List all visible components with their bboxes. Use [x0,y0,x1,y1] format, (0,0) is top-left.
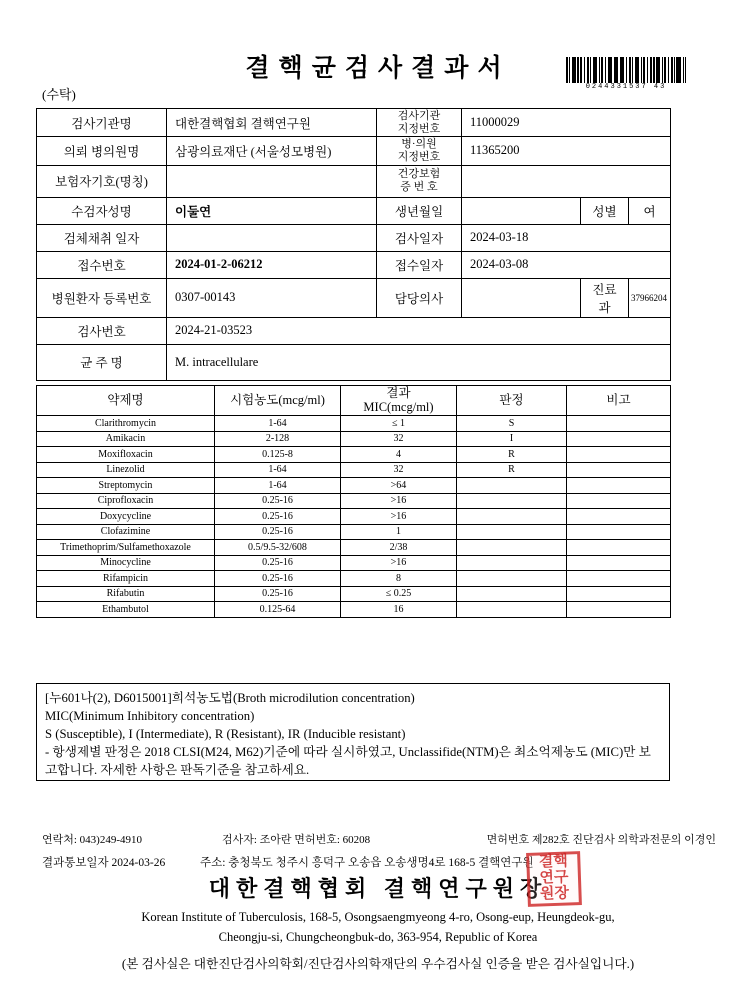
drug-row [37,416,671,432]
drug-test-range: 0.5/9.5-32/608 [215,540,341,556]
patient-name-label: 수검자성명 [37,197,167,224]
drug-name: Linezolid [37,462,215,478]
drug-mic-result: ≤ 1 [341,416,457,432]
drug-row [37,602,671,618]
drug-note [567,602,671,618]
interpretation-notes [36,683,670,781]
patient-name-value: 이둘연 [167,197,377,224]
drug-susceptibility-table [36,385,671,618]
drug-test-range: 0.125-8 [215,447,341,463]
drug-judgement [457,524,567,540]
drug-name: Clarithromycin [37,416,215,432]
drug-mic-result: 4 [341,447,457,463]
doctor-label: 담당의사 [377,278,462,317]
drug-judgement [457,509,567,525]
test-no-label: 검사번호 [37,317,167,344]
drug-judgement [457,478,567,494]
receipt-no-value: 2024-01-2-06212 [167,251,377,278]
barcode-image [566,57,686,83]
drug-mic-result: >16 [341,493,457,509]
drug-judgement: I [457,431,567,447]
insurance-no-value [462,165,671,197]
report-date: 결과통보일자 2024-03-26 [42,857,166,869]
drug-note [567,509,671,525]
drug-name: Moxifloxacin [37,447,215,463]
range-col-header: 시험농도(mcg/ml) [215,386,341,416]
doctor-value [462,278,581,317]
birth-value [462,197,581,224]
drug-test-range: 0.25-16 [215,509,341,525]
receipt-no-label: 접수번호 [37,251,167,278]
receipt-date-label: 접수일자 [377,251,462,278]
drug-test-range: 2-128 [215,431,341,447]
institute-director-title: 대한결핵협회 결핵연구원장 [208,876,548,901]
drug-note [567,540,671,556]
insurer-value [167,165,377,197]
test-date-label: 검사일자 [377,224,462,251]
agency-no-label [377,109,462,137]
drug-note [567,416,671,432]
mic-col-header-line1: 결과 [386,385,411,400]
drug-note [567,462,671,478]
drug-name: Clofazimine [37,524,215,540]
drug-mic-result: 2/38 [341,540,457,556]
drug-row [37,524,671,540]
drug-note [567,524,671,540]
hospital-id-value: 0307-00143 [167,278,377,317]
collect-date-value [167,224,377,251]
drug-mic-result: 1 [341,524,457,540]
institute-address: 주소: 충청북도 청주시 흥덕구 오송읍 오송생명4로 168-5 결핵연구원 [200,857,534,869]
note-sir-line: S (Susceptible), I (Intermediate), R (Resistant), IR (Inducible resistant) [45,727,406,742]
strain-label: 균 주 명 [37,344,167,380]
drug-test-range: 1-64 [215,462,341,478]
drug-judgement [457,555,567,571]
drug-mic-result: 32 [341,462,457,478]
drug-test-range: 0.125-64 [215,602,341,618]
drug-mic-result: >16 [341,509,457,525]
drug-name: Ethambutol [37,602,215,618]
drug-row [37,462,671,478]
patient-info-table [36,108,671,381]
drug-name: Streptomycin [37,478,215,494]
drug-mic-result: 16 [341,602,457,618]
drug-name: Ciprofloxacin [37,493,215,509]
test-date-value: 2024-03-18 [462,224,671,251]
drug-mic-result: 8 [341,571,457,587]
insurance-no-label [377,165,462,197]
drug-name: Amikacin [37,431,215,447]
drug-test-range: 0.25-16 [215,571,341,587]
drug-row [37,555,671,571]
collect-date-label: 검체채취 일자 [37,224,167,251]
drug-row [37,509,671,525]
institute-english-address-line2: Cheongju-si, Chungcheongbuk-do, 363-954, Republic of Korea [218,930,538,944]
drug-judgement [457,540,567,556]
stamp-text: 결핵연구원장 [538,853,570,903]
judgement-col-header: 판정 [457,386,567,416]
lab-certification-note: (본 검사실은 대한진단검사의학회/진단검사의학재단의 우수검사실 인증을 받은 검사실입니다.) [121,957,635,971]
drug-judgement [457,493,567,509]
drug-mic-result: >64 [341,478,457,494]
agency-no-value: 11000029 [462,109,671,137]
insurer-label: 보험자기호(명칭) [37,165,167,197]
drug-judgement [457,602,567,618]
mic-col-header [341,386,457,416]
contact-phone: 연락처: 043)249-4910 [42,834,143,846]
drug-note [567,478,671,494]
consignment-label: (수탁) [42,87,76,102]
drug-note [567,586,671,602]
agency-no-label-line1: 검사기관 [397,110,441,122]
examiner-info: 검사자: 조아란 면허번호: 60208 [222,834,371,846]
drug-name: Trimethoprim/Sulfamethoxazole [37,540,215,556]
page-title: 결핵균검사결과서 [245,55,511,82]
test-no-value: 2024-21-03523 [167,317,671,344]
agency-label: 검사기관명 [37,109,167,137]
drug-test-range: 0.25-16 [215,586,341,602]
barcode-block [566,57,686,91]
mic-col-header-line2: MIC(mcg/ml) [363,399,434,414]
drug-note [567,555,671,571]
drug-name: Rifabutin [37,586,215,602]
drug-note [567,493,671,509]
drug-row [37,431,671,447]
barcode-number: 0244331537 43 [585,83,667,91]
receipt-date-value: 2024-03-08 [462,251,671,278]
note-method-line: [누601나(2), D6015001]희석농도법(Broth microdilution concentration) [45,691,415,705]
clinic-label: 의뢰 병의원명 [37,137,167,165]
drug-row [37,447,671,463]
drug-note [567,447,671,463]
strain-value: M. intracellulare [167,344,671,380]
clinic-no-label-line2: 지정번호 [397,150,441,163]
drug-col-header: 약제명 [37,386,215,416]
drug-test-range: 0.25-16 [215,524,341,540]
drug-row [37,586,671,602]
drug-note [567,431,671,447]
agency-value: 대한결핵협회 결핵연구원 [167,109,377,137]
drug-judgement: R [457,447,567,463]
note-criteria-line: - 항생제별 판정은 2018 CLSI(M24, M62)기준에 따라 실시하였고, Unclassifide(NTM)은 최소억제농도 (MIC)만 보고합니다. 자세한 사항은 판독기준을 참고하세요. [45,745,651,778]
clinic-no-label-line1: 병·의원 [401,138,437,151]
drug-note [567,571,671,587]
drug-test-range: 1-64 [215,478,341,494]
drug-judgement: R [457,462,567,478]
clinic-no-value: 11365200 [462,137,671,165]
note-col-header: 비고 [567,386,671,416]
drug-row [37,493,671,509]
clinic-value: 삼광의료재단 (서울성모병원) [167,137,377,165]
dept-label: 진료과 [581,278,629,317]
insurance-no-label-line2: 증 번 호 [400,181,438,194]
dept-value: 37966204 [629,278,671,317]
drug-row [37,571,671,587]
birth-label: 생년월일 [377,197,462,224]
insurance-no-label-line1: 건강보험 [397,168,441,181]
drug-judgement [457,571,567,587]
drug-test-range: 1-64 [215,416,341,432]
clinic-no-label [377,137,462,165]
drug-name: Minocycline [37,555,215,571]
drug-table-body [37,416,671,618]
hospital-id-label: 병원환자 등록번호 [37,278,167,317]
drug-row [37,478,671,494]
drug-test-range: 0.25-16 [215,555,341,571]
agency-no-label-line2: 지정번호 [397,122,441,135]
drug-name: Doxycycline [37,509,215,525]
drug-judgement: S [457,416,567,432]
note-mic-line: MIC(Minimum Inhibitory concentration) [45,709,255,724]
drug-mic-result: >16 [341,555,457,571]
drug-mic-result: 32 [341,431,457,447]
drug-judgement [457,586,567,602]
institute-english-address-line1: Korean Institute of Tuberculosis, 168-5, Osongsaengmyeong 4-ro, Osong-eup, Heungdeok-gu, [141,910,615,924]
drug-row [37,540,671,556]
drug-mic-result: ≤ 0.25 [341,586,457,602]
specialist-license: 면허번호 제282호 진단검사 의학과전문의 이경인 [486,834,716,846]
drug-test-range: 0.25-16 [215,493,341,509]
official-seal-stamp [526,851,582,907]
sex-value: 여 [629,197,671,224]
sex-label: 성별 [581,197,629,224]
drug-name: Rifampicin [37,571,215,587]
